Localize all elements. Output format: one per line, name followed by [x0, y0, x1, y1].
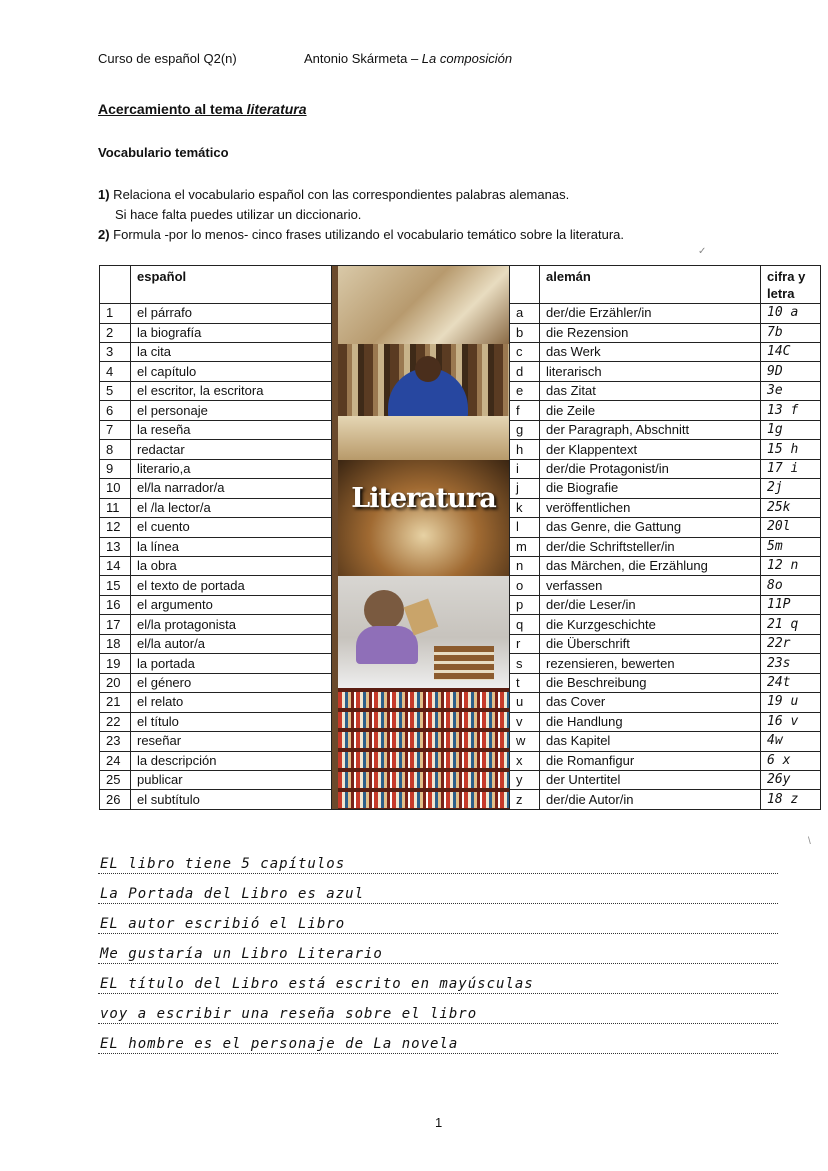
german-letter: s [510, 654, 540, 673]
handwritten-answer: 22r [761, 634, 821, 653]
handwritten-answer: 23s [761, 654, 821, 673]
german-letter: q [510, 615, 540, 634]
spanish-term: la obra [131, 557, 332, 576]
instruction-2 [98, 227, 624, 242]
header-spanish: español [131, 266, 332, 304]
german-letter: p [510, 595, 540, 614]
handwritten-answer: 11P [761, 595, 821, 614]
row-number: 8 [100, 440, 131, 459]
handwritten-answer: 14C [761, 343, 821, 362]
sentence-line [98, 935, 778, 964]
instruction-1-text: Relaciona el vocabulario español con las correspondientes palabras alemanas. [109, 187, 570, 202]
german-letter: r [510, 634, 540, 653]
sentence-line [98, 905, 778, 934]
german-letter: h [510, 440, 540, 459]
row-number: 6 [100, 401, 131, 420]
handwritten-answer: 4w [761, 732, 821, 751]
german-term: literarisch [540, 362, 761, 381]
header-author-name: Antonio Skármeta – [304, 51, 422, 66]
row-number: 21 [100, 693, 131, 712]
pen-mark-2: \ [808, 836, 811, 847]
german-letter: m [510, 537, 540, 556]
spanish-term: el título [131, 712, 332, 731]
handwritten-answer: 2j [761, 479, 821, 498]
sentence-line [98, 965, 778, 994]
literatura-books-image [338, 460, 509, 576]
row-number: 14 [100, 557, 131, 576]
handwritten-answer: 3e [761, 381, 821, 400]
sentence-line [98, 845, 778, 874]
spanish-term: la portada [131, 654, 332, 673]
handwritten-answer: 20l [761, 518, 821, 537]
row-number: 16 [100, 595, 131, 614]
spanish-term: la cita [131, 343, 332, 362]
spanish-term: el relato [131, 693, 332, 712]
bookshelf-image [338, 688, 509, 809]
row-number: 2 [100, 323, 131, 342]
spanish-term: el escritor, la escritora [131, 381, 332, 400]
german-term: der/die Schriftsteller/in [540, 537, 761, 556]
instruction-1 [98, 187, 569, 202]
row-number: 17 [100, 615, 131, 634]
spanish-term: la reseña [131, 420, 332, 439]
handwritten-answer: 7b [761, 323, 821, 342]
row-number: 12 [100, 518, 131, 537]
row-number: 24 [100, 751, 131, 770]
german-letter: k [510, 498, 540, 517]
row-number: 1 [100, 304, 131, 323]
german-term: der/die Erzähler/in [540, 304, 761, 323]
spanish-term: el argumento [131, 595, 332, 614]
german-term: verfassen [540, 576, 761, 595]
row-number: 25 [100, 771, 131, 790]
german-term: das Genre, die Gattung [540, 518, 761, 537]
spanish-term: la biografía [131, 323, 332, 342]
spanish-term: la línea [131, 537, 332, 556]
vocabulary-table [99, 265, 821, 810]
row-number: 11 [100, 498, 131, 517]
handwritten-answer: 25k [761, 498, 821, 517]
german-term: das Kapitel [540, 732, 761, 751]
row-number: 4 [100, 362, 131, 381]
german-term: das Cover [540, 693, 761, 712]
sentence-line [98, 995, 778, 1024]
row-number: 10 [100, 479, 131, 498]
spanish-term: el género [131, 673, 332, 692]
german-letter: w [510, 732, 540, 751]
instruction-1-line2: Si hace falta puedes utilizar un diccionario. [115, 207, 362, 222]
german-term: die Überschrift [540, 634, 761, 653]
row-number: 15 [100, 576, 131, 595]
german-term: die Rezension [540, 323, 761, 342]
pen-mark: ✓ [698, 246, 707, 257]
handwritten-answer: 1g [761, 420, 821, 439]
reading-man-image [338, 576, 509, 688]
header-work-title: La composición [421, 51, 513, 66]
header-letter-cell [510, 266, 540, 304]
literatura-image-text: Literatura [351, 483, 496, 514]
handwritten-answer: 24t [761, 673, 821, 692]
page-title-topic: literatura [246, 101, 307, 117]
row-number: 19 [100, 654, 131, 673]
instruction-2-number: 2) [98, 227, 110, 242]
german-letter: y [510, 771, 540, 790]
header-german: alemán [540, 266, 761, 304]
spanish-term: la descripción [131, 751, 332, 770]
german-letter: f [510, 401, 540, 420]
row-number: 22 [100, 712, 131, 731]
handwritten-sentence: Me gustaría un Libro Literario [100, 946, 383, 962]
spanish-term: reseñar [131, 732, 332, 751]
handwritten-answer: 13 f [761, 401, 821, 420]
row-number: 26 [100, 790, 131, 810]
section-subtitle: Vocabulario temático [98, 145, 229, 160]
spanish-term: redactar [131, 440, 332, 459]
header-author [304, 51, 512, 66]
sentence-line [98, 875, 778, 904]
handwritten-sentence: EL hombre es el personaje de La novela [100, 1036, 459, 1052]
german-term: der Untertitel [540, 771, 761, 790]
handwritten-sentence: EL título del Libro está escrito en mayúsculas [100, 976, 534, 992]
page-title [98, 101, 307, 117]
header-answer-line2: letra [767, 286, 795, 301]
german-term: der/die Protagonist/in [540, 459, 761, 478]
sentence-lines [98, 845, 778, 1055]
german-letter: l [510, 518, 540, 537]
german-letter: i [510, 459, 540, 478]
german-letter: n [510, 557, 540, 576]
spanish-term: el cuento [131, 518, 332, 537]
row-number: 20 [100, 673, 131, 692]
row-number: 3 [100, 343, 131, 362]
german-term: rezensieren, bewerten [540, 654, 761, 673]
handwritten-answer: 16 v [761, 712, 821, 731]
german-letter: z [510, 790, 540, 810]
row-number: 5 [100, 381, 131, 400]
german-term: das Märchen, die Erzählung [540, 557, 761, 576]
german-term: der/die Autor/in [540, 790, 761, 810]
german-term: die Kurzgeschichte [540, 615, 761, 634]
german-term: das Zitat [540, 381, 761, 400]
handwritten-sentence: La Portada del Libro es azul [100, 886, 365, 902]
german-letter: j [510, 479, 540, 498]
row-number: 9 [100, 459, 131, 478]
spanish-term: el /la lector/a [131, 498, 332, 517]
header-answer [761, 266, 821, 304]
german-term: der Klappentext [540, 440, 761, 459]
german-letter: o [510, 576, 540, 595]
handwritten-answer: 18 z [761, 790, 821, 810]
german-letter: v [510, 712, 540, 731]
german-term: die Beschreibung [540, 673, 761, 692]
german-letter: t [510, 673, 540, 692]
spanish-term: publicar [131, 771, 332, 790]
german-letter: g [510, 420, 540, 439]
handwritten-sentence: EL autor escribió el Libro [100, 916, 346, 932]
table-header-row [100, 266, 821, 304]
handwritten-answer: 8o [761, 576, 821, 595]
spanish-term: el/la narrador/a [131, 479, 332, 498]
german-letter: c [510, 343, 540, 362]
spanish-term: el capítulo [131, 362, 332, 381]
handwritten-sentence: EL libro tiene 5 capítulos [100, 856, 346, 872]
german-letter: e [510, 381, 540, 400]
german-term: die Biografie [540, 479, 761, 498]
row-number: 18 [100, 634, 131, 653]
handwritten-answer: 26y [761, 771, 821, 790]
german-term: veröffentlichen [540, 498, 761, 517]
page-title-prefix: Acercamiento al tema [98, 101, 247, 117]
handwritten-answer: 10 a [761, 304, 821, 323]
handwritten-answer: 21 q [761, 615, 821, 634]
german-term: der/die Leser/in [540, 595, 761, 614]
german-term: die Handlung [540, 712, 761, 731]
german-letter: a [510, 304, 540, 323]
spanish-term: el/la autor/a [131, 634, 332, 653]
header-number-cell [100, 266, 131, 304]
german-term: der Paragraph, Abschnitt [540, 420, 761, 439]
handwritten-sentence: voy a escribir una reseña sobre el libro [100, 1006, 478, 1022]
spanish-term: literario,a [131, 459, 332, 478]
page-number: 1 [435, 1115, 443, 1130]
row-number: 13 [100, 537, 131, 556]
german-term: das Werk [540, 343, 761, 362]
handwritten-answer: 5m [761, 537, 821, 556]
header-course: Curso de español Q2(n) [98, 51, 237, 66]
spanish-term: el texto de portada [131, 576, 332, 595]
row-number: 7 [100, 420, 131, 439]
row-number: 23 [100, 732, 131, 751]
sentence-line [98, 1025, 778, 1054]
quill-paper-image [338, 266, 509, 344]
instruction-2-text: Formula -por lo menos- cinco frases utilizando el vocabulario temático sobre la literatura. [109, 227, 625, 242]
spanish-term: el/la protagonista [131, 615, 332, 634]
handwritten-answer: 12 n [761, 557, 821, 576]
german-term: die Zeile [540, 401, 761, 420]
instruction-1-number: 1) [98, 187, 110, 202]
german-term: die Romanfigur [540, 751, 761, 770]
spanish-term: el párrafo [131, 304, 332, 323]
german-letter: u [510, 693, 540, 712]
german-letter: d [510, 362, 540, 381]
handwritten-answer: 6 x [761, 751, 821, 770]
header-answer-line1: cifra y [767, 269, 806, 284]
spanish-term: el subtítulo [131, 790, 332, 810]
library-student-image [338, 344, 509, 460]
illustration-column [332, 266, 510, 810]
german-letter: b [510, 323, 540, 342]
spanish-term: el personaje [131, 401, 332, 420]
german-letter: x [510, 751, 540, 770]
handwritten-answer: 9D [761, 362, 821, 381]
handwritten-answer: 15 h [761, 440, 821, 459]
handwritten-answer: 19 u [761, 693, 821, 712]
handwritten-answer: 17 i [761, 459, 821, 478]
